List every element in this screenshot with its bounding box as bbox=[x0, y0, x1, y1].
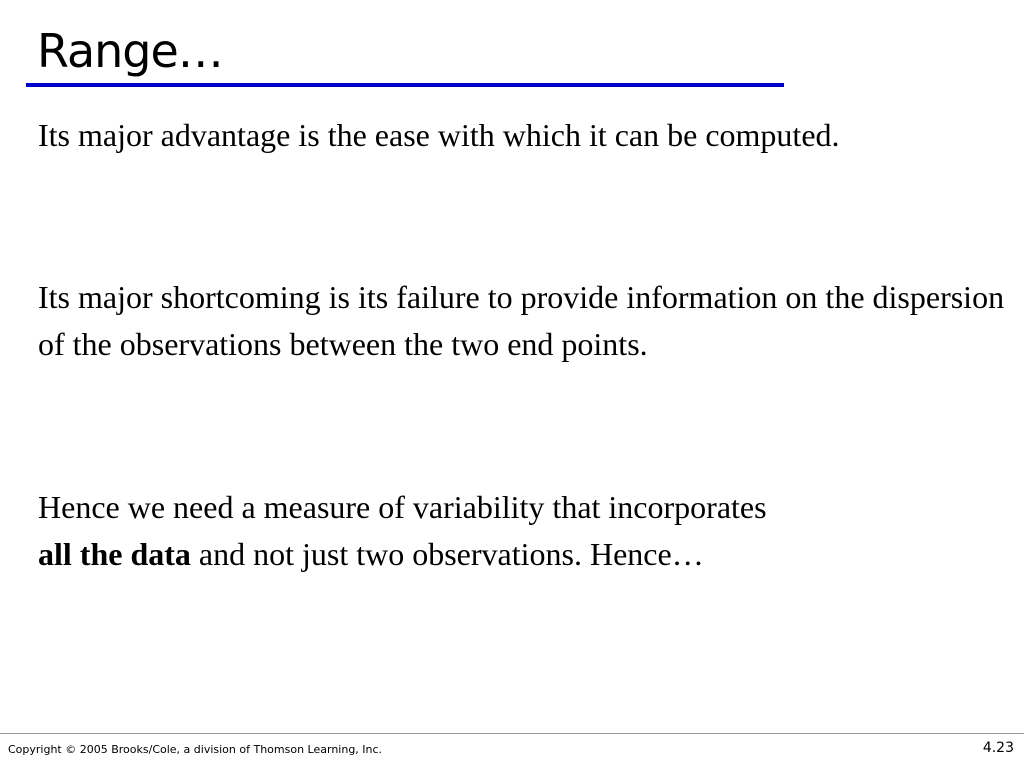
footer-copyright: Copyright © 2005 Brooks/Cole, a division of Thomson Learning, Inc. bbox=[8, 743, 383, 756]
paragraph-advantage: Its major advantage is the ease with which it can be computed. bbox=[38, 117, 840, 153]
footer-divider bbox=[0, 733, 1024, 734]
paragraph-shortcoming: Its major shortcoming is its failure to provide information on the dispersion of the observations between the two end points. bbox=[38, 279, 1005, 362]
conclusion-rest: and not just two observations. Hence… bbox=[190, 536, 704, 572]
conclusion-line1: Hence we need a measure of variability that incorporates bbox=[38, 489, 767, 525]
title-underline bbox=[26, 83, 784, 87]
paragraph-conclusion bbox=[38, 484, 1018, 578]
slide-title: Range… bbox=[37, 24, 223, 78]
conclusion-emphasis: all the data bbox=[38, 536, 191, 572]
footer-page-number: 4.23 bbox=[982, 740, 1014, 756]
